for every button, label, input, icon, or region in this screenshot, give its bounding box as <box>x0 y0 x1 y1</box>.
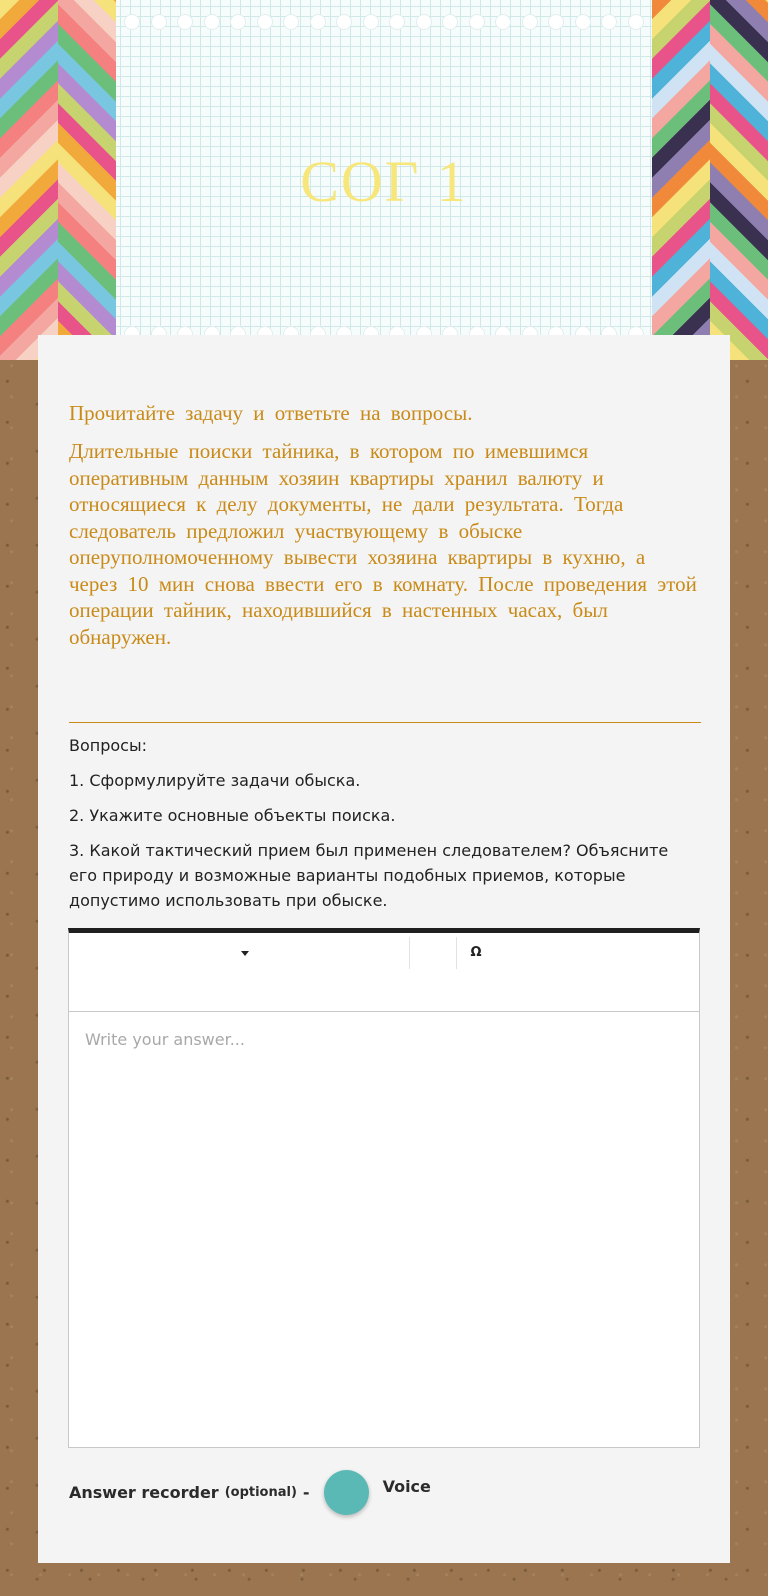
special-characters-button[interactable]: Ω <box>470 945 482 960</box>
task-instruction: Прочитайте задачу и ответьте на вопросы. <box>69 401 473 425</box>
page-title: СОГ 1 <box>300 149 468 214</box>
voice-label: Voice <box>382 1476 431 1496</box>
format-dropdown[interactable] <box>69 933 409 973</box>
question-2: 2. Укажите основные объекты поиска. <box>69 806 396 825</box>
chevron-down-icon <box>241 951 249 956</box>
task-intro <box>69 401 701 650</box>
toolbar-separator <box>456 937 457 969</box>
answer-editor <box>68 928 700 1448</box>
question-3: 3. Какой тактический прием был применен следователем? Объясните его природу и возможные варианты подобных приемов, которые допустимо использовать при обыске. <box>69 841 669 910</box>
section-divider <box>69 722 701 723</box>
header-graph-paper <box>116 0 652 340</box>
answer-input[interactable] <box>69 1012 699 1447</box>
editor-toolbar <box>69 933 699 1012</box>
toolbar-separator <box>409 937 410 969</box>
answer-recorder <box>69 1468 431 1516</box>
recorder-optional-label: (optional) <box>224 1484 297 1500</box>
recorder-label: Answer recorder <box>69 1482 219 1502</box>
worksheet-card <box>38 335 730 1563</box>
task-text: Длительные поиски тайника, в котором по имевшимся оперативным данным хозяин квартиры хранил валюту и относящиеся к делу документы, не дали результата. Тогда следователь предложил участвующему в обыске оперуполномоченному вывести хозяина квартиры в кухню, а через 10 мин снова ввести его в комнату. После проведения этой операции тайник, находившийся в настенных часах, был обнаружен. <box>69 439 697 649</box>
recorder-dash: - <box>302 1482 310 1502</box>
decorative-chevron-strip-right <box>652 0 768 360</box>
question-1: 1. Сформулируйте задачи обыска. <box>69 771 361 790</box>
notebook-holes-top <box>124 14 644 30</box>
questions-section <box>69 733 701 923</box>
questions-heading: Вопросы: <box>69 736 147 755</box>
decorative-chevron-strip-left <box>0 0 116 360</box>
voice-record-button[interactable] <box>324 1470 369 1515</box>
